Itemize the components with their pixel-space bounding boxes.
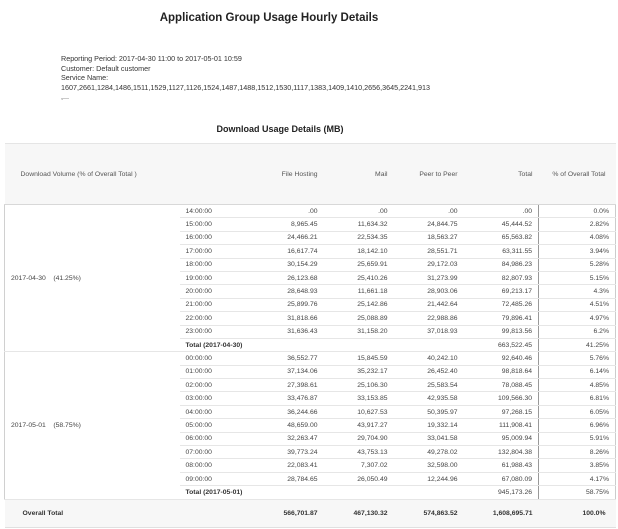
- hour-cell: 22:00:00: [180, 312, 255, 325]
- customer: Customer: Default customer: [61, 63, 151, 73]
- mail-cell: .00: [324, 205, 394, 218]
- mail-cell: 33,153.85: [324, 392, 394, 405]
- total-cell: 98,818.64: [464, 365, 539, 378]
- table-subtitle: Download Usage Details (MB): [216, 124, 344, 134]
- file-hosting-cell: 28,784.65: [255, 472, 324, 485]
- service-name-label: Service Name:: [61, 73, 109, 83]
- file-hosting-cell: 24,466.21: [255, 231, 324, 244]
- total-cell: 72,485.26: [464, 298, 539, 311]
- service-names-more: ,...: [61, 92, 69, 102]
- hour-cell: 21:00:00: [180, 298, 255, 311]
- report-title: Application Group Usage Hourly Details: [159, 12, 379, 24]
- table-row: [5, 352, 616, 365]
- overall-total-row: [5, 499, 616, 527]
- download-usage-table: [4, 143, 616, 528]
- overall-pct: 100.0%: [539, 499, 616, 527]
- pct-cell: 3.85%: [539, 459, 616, 472]
- mail-cell: 29,704.90: [324, 432, 394, 445]
- total-cell: 63,311.55: [464, 245, 539, 258]
- service-names: 1607,2661,1284,1486,1511,1529,1127,1126,1524,1487,1488,1512,1530,1117,1383,1409,1410,2656,3645,2241,913: [61, 82, 431, 92]
- hour-cell: 20:00:00: [180, 285, 255, 298]
- mail-cell: 25,088.89: [324, 312, 394, 325]
- subtotal-file-hosting: [255, 338, 324, 351]
- total-cell: 67,080.09: [464, 472, 539, 485]
- pct-cell: 4.97%: [539, 312, 616, 325]
- file-hosting-cell: 32,263.47: [255, 432, 324, 445]
- mail-cell: 25,659.91: [324, 258, 394, 271]
- pct-cell: 5.76%: [539, 352, 616, 365]
- p2p-cell: 28,903.06: [394, 285, 464, 298]
- file-hosting-cell: 33,476.87: [255, 392, 324, 405]
- hour-cell: 02:00:00: [180, 379, 255, 392]
- file-hosting-cell: 37,134.06: [255, 365, 324, 378]
- report-meta: [61, 54, 430, 102]
- p2p-cell: 37,018.93: [394, 325, 464, 338]
- file-hosting-cell: 22,083.41: [255, 459, 324, 472]
- file-hosting-cell: 31,636.43: [255, 325, 324, 338]
- col-header-volume: Download Volume (% of Overall Total ): [5, 144, 255, 205]
- hour-cell: 06:00:00: [180, 432, 255, 445]
- total-cell: 132,804.38: [464, 446, 539, 459]
- col-header-mail: Mail: [324, 144, 394, 205]
- pct-cell: 6.81%: [539, 392, 616, 405]
- total-cell: 84,986.23: [464, 258, 539, 271]
- mail-cell: 18,142.10: [324, 245, 394, 258]
- mail-cell: 25,410.26: [324, 271, 394, 284]
- total-cell: 65,563.82: [464, 231, 539, 244]
- pct-cell: 6.05%: [539, 405, 616, 418]
- total-cell: 69,213.17: [464, 285, 539, 298]
- hour-cell: 14:00:00: [180, 205, 255, 218]
- file-hosting-cell: 48,659.00: [255, 419, 324, 432]
- subtotal-pct: 41.25%: [539, 338, 616, 351]
- hour-cell: 00:00:00: [180, 352, 255, 365]
- hour-cell: 23:00:00: [180, 325, 255, 338]
- hour-cell: 09:00:00: [180, 472, 255, 485]
- mail-cell: 10,627.53: [324, 405, 394, 418]
- total-cell: 109,566.30: [464, 392, 539, 405]
- overall-label: Overall Total: [5, 499, 255, 527]
- total-cell: 79,896.41: [464, 312, 539, 325]
- total-cell: 82,807.93: [464, 271, 539, 284]
- subtotal-label: Total (2017-05-01): [180, 486, 255, 499]
- subtotal-pct: 58.75%: [539, 486, 616, 499]
- p2p-cell: 22,988.86: [394, 312, 464, 325]
- mail-cell: 43,917.27: [324, 419, 394, 432]
- hour-cell: 17:00:00: [180, 245, 255, 258]
- mail-cell: 11,634.32: [324, 218, 394, 231]
- total-cell: 45,444.52: [464, 218, 539, 231]
- total-cell: 61,988.43: [464, 459, 539, 472]
- mail-cell: 26,050.49: [324, 472, 394, 485]
- pct-cell: 6.96%: [539, 419, 616, 432]
- mail-cell: 11,661.18: [324, 285, 394, 298]
- p2p-cell: .00: [394, 205, 464, 218]
- file-hosting-cell: 8,965.45: [255, 218, 324, 231]
- pct-cell: 4.17%: [539, 472, 616, 485]
- mail-cell: 35,232.17: [324, 365, 394, 378]
- total-cell: 95,009.94: [464, 432, 539, 445]
- p2p-cell: 12,244.96: [394, 472, 464, 485]
- subtotal-p2p: [394, 338, 464, 351]
- overall-mail: 467,130.32: [324, 499, 394, 527]
- hour-cell: 15:00:00: [180, 218, 255, 231]
- hour-cell: 05:00:00: [180, 419, 255, 432]
- subtotal-file-hosting: [255, 486, 324, 499]
- pct-cell: 4.08%: [539, 231, 616, 244]
- pct-cell: 2.82%: [539, 218, 616, 231]
- pct-cell: 4.3%: [539, 285, 616, 298]
- file-hosting-cell: 28,648.93: [255, 285, 324, 298]
- p2p-cell: 31,273.99: [394, 271, 464, 284]
- reporting-period: Reporting Period: 2017-04-30 11:00 to 2017-05-01 10:59: [61, 54, 242, 63]
- total-cell: 97,268.15: [464, 405, 539, 418]
- subtotal-total: 663,522.45: [464, 338, 539, 351]
- col-header-total: Total: [464, 144, 539, 205]
- total-cell: 111,908.41: [464, 419, 539, 432]
- pct-cell: 4.85%: [539, 379, 616, 392]
- col-header-file-hosting: File Hosting: [255, 144, 324, 205]
- pct-cell: 6.2%: [539, 325, 616, 338]
- total-cell: 78,088.45: [464, 379, 539, 392]
- total-cell: 92,640.46: [464, 352, 539, 365]
- p2p-cell: 18,563.27: [394, 231, 464, 244]
- hour-cell: 03:00:00: [180, 392, 255, 405]
- subtotal-label: Total (2017-04-30): [180, 338, 255, 351]
- pct-cell: 4.51%: [539, 298, 616, 311]
- file-hosting-cell: 36,244.66: [255, 405, 324, 418]
- subtotal-mail: [324, 338, 394, 351]
- p2p-cell: 21,442.64: [394, 298, 464, 311]
- file-hosting-cell: 25,899.76: [255, 298, 324, 311]
- mail-cell: 25,106.30: [324, 379, 394, 392]
- overall-p2p: 574,863.52: [394, 499, 464, 527]
- group-label: 2017-04-30 (41.25%): [5, 205, 180, 352]
- file-hosting-cell: 36,552.77: [255, 352, 324, 365]
- hour-cell: 19:00:00: [180, 271, 255, 284]
- hour-cell: 01:00:00: [180, 365, 255, 378]
- mail-cell: 31,158.20: [324, 325, 394, 338]
- p2p-cell: 49,278.02: [394, 446, 464, 459]
- file-hosting-cell: 31,818.66: [255, 312, 324, 325]
- subtotal-p2p: [394, 486, 464, 499]
- p2p-cell: 42,935.58: [394, 392, 464, 405]
- hour-cell: 16:00:00: [180, 231, 255, 244]
- p2p-cell: 32,598.00: [394, 459, 464, 472]
- header-row: [5, 144, 616, 205]
- mail-cell: 7,307.02: [324, 459, 394, 472]
- pct-cell: 6.14%: [539, 365, 616, 378]
- p2p-cell: 24,844.75: [394, 218, 464, 231]
- overall-total: 1,608,695.71: [464, 499, 539, 527]
- pct-cell: 5.15%: [539, 271, 616, 284]
- col-header-pct: % of Overall Total: [539, 144, 616, 205]
- total-cell: .00: [464, 205, 539, 218]
- p2p-cell: 50,395.97: [394, 405, 464, 418]
- total-cell: 99,813.56: [464, 325, 539, 338]
- p2p-cell: 40,242.10: [394, 352, 464, 365]
- file-hosting-cell: 16,617.74: [255, 245, 324, 258]
- mail-cell: 25,142.86: [324, 298, 394, 311]
- file-hosting-cell: 26,123.68: [255, 271, 324, 284]
- file-hosting-cell: .00: [255, 205, 324, 218]
- mail-cell: 22,534.35: [324, 231, 394, 244]
- hour-cell: 04:00:00: [180, 405, 255, 418]
- p2p-cell: 26,452.40: [394, 365, 464, 378]
- p2p-cell: 29,172.03: [394, 258, 464, 271]
- hour-cell: 08:00:00: [180, 459, 255, 472]
- group-label: 2017-05-01 (58.75%): [5, 352, 180, 499]
- hour-cell: 07:00:00: [180, 446, 255, 459]
- col-header-p2p: Peer to Peer: [394, 144, 464, 205]
- table-body: [5, 205, 616, 528]
- p2p-cell: 28,551.71: [394, 245, 464, 258]
- pct-cell: 5.28%: [539, 258, 616, 271]
- mail-cell: 43,753.13: [324, 446, 394, 459]
- file-hosting-cell: 39,773.24: [255, 446, 324, 459]
- overall-file-hosting: 566,701.87: [255, 499, 324, 527]
- p2p-cell: 19,332.14: [394, 419, 464, 432]
- file-hosting-cell: 30,154.29: [255, 258, 324, 271]
- p2p-cell: 33,041.58: [394, 432, 464, 445]
- subtotal-mail: [324, 486, 394, 499]
- pct-cell: 8.26%: [539, 446, 616, 459]
- subtotal-total: 945,173.26: [464, 486, 539, 499]
- table-row: [5, 205, 616, 218]
- hour-cell: 18:00:00: [180, 258, 255, 271]
- mail-cell: 15,845.59: [324, 352, 394, 365]
- pct-cell: 3.94%: [539, 245, 616, 258]
- file-hosting-cell: 27,398.61: [255, 379, 324, 392]
- p2p-cell: 25,583.54: [394, 379, 464, 392]
- pct-cell: 0.0%: [539, 205, 616, 218]
- pct-cell: 5.91%: [539, 432, 616, 445]
